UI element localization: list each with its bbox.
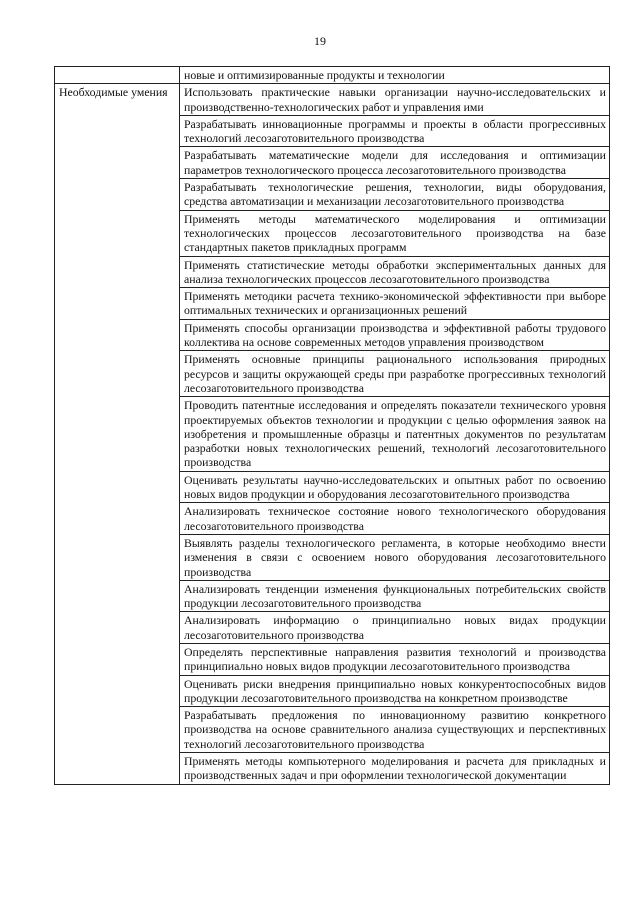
skills-table xyxy=(54,66,610,785)
row-text: Применять методики расчета технико-экономической эффективности при выборе оптимальных технических и организационных решений xyxy=(180,288,610,320)
table-row xyxy=(55,84,610,116)
row-text: Применять методы математического моделирования и оптимизации технологических процессов лесозаготовительного производства на базе стандартных пакетов прикладных программ xyxy=(180,210,610,256)
table-row xyxy=(55,67,610,84)
row-text: Разрабатывать инновационные программы и проекты в области прогрессивных технологий лесозаготовительного производства xyxy=(180,115,610,147)
row-text: Анализировать информацию о принципиально новых видах продукции лесозаготовительного производства xyxy=(180,612,610,644)
row-label xyxy=(55,67,180,84)
row-text: Оценивать риски внедрения принципиально новых конкурентоспособных видов продукции лесозаготовительного производства на конкретном производстве xyxy=(180,675,610,707)
row-text: Использовать практические навыки организации научно-исследовательских и производственно-технологических работ и управления ими xyxy=(180,84,610,116)
row-text: новые и оптимизированные продукты и технологии xyxy=(180,67,610,84)
row-text: Анализировать техническое состояние нового технологического оборудования лесозаготовительного производства xyxy=(180,503,610,535)
row-text: Применять методы компьютерного моделирования и расчета для прикладных и производственных задач и при оформлении технологической документации xyxy=(180,753,610,785)
row-text: Оценивать результаты научно-исследовательских и опытных работ по освоению новых видов продукции и оборудования лесозаготовительного производства xyxy=(180,471,610,503)
row-text: Проводить патентные исследования и определять показатели технического уровня проектируемых объектов технологии и продукции с целью оформления заявок на изобретения и промышленные образцы и патентных документов по результатам разработки новых технологических решений, технологий лесозаготовительного производства xyxy=(180,397,610,471)
row-text: Применять статистические методы обработки экспериментальных данных для анализа технологических процессов лесозаготовительного производства xyxy=(180,256,610,288)
row-text: Разрабатывать предложения по инновационному развитию конкретного производства на основе сравнительного анализа существующих и перспективных технологий лесозаготовительного производства xyxy=(180,707,610,753)
row-text: Выявлять разделы технологического регламента, в которые необходимо внести изменения в связи с освоением нового оборудования лесозаготовительного производства xyxy=(180,534,610,580)
row-text: Применять способы организации производства и эффективной работы трудового коллектива на основе современных методов управления производством xyxy=(180,319,610,351)
row-text: Разрабатывать математические модели для исследования и оптимизации параметров технологического процесса лесозаготовительного производства xyxy=(180,147,610,179)
row-text: Анализировать тенденции изменения функциональных потребительских свойств продукции лесозаготовительного производства xyxy=(180,580,610,612)
section-label-required-skills: Необходимые умения xyxy=(55,84,180,784)
row-text: Определять перспективные направления развития технологий и производства принципиально новых видов продукции лесозаготовительного производства xyxy=(180,643,610,675)
page-number: 19 xyxy=(314,34,326,48)
row-text: Разрабатывать технологические решения, технологии, виды оборудования, средства автоматизации и механизации лесозаготовительного производства xyxy=(180,179,610,211)
row-text: Применять основные принципы рационального использования природных ресурсов и защиты окружающей среды при разработке прогрессивных технологий лесозаготовительного производства xyxy=(180,351,610,397)
